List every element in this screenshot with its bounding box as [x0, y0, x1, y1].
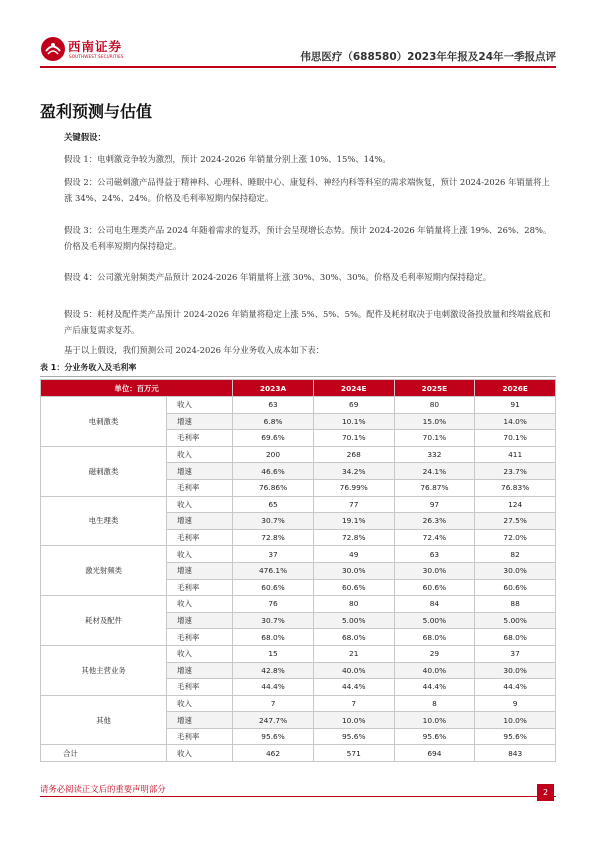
category-cell: 电生理类 — [41, 496, 167, 546]
column-header: 2024E — [313, 380, 394, 397]
logo-emblem-icon — [40, 36, 66, 62]
value-cell: 30.7% — [233, 513, 314, 530]
value-cell: 72.8% — [313, 529, 394, 546]
value-cell: 7 — [313, 695, 394, 712]
value-cell: 29 — [394, 645, 475, 662]
metric-cell: 增速 — [167, 513, 233, 530]
value-cell: 23.7% — [475, 463, 556, 480]
value-cell: 44.4% — [394, 679, 475, 696]
value-cell: 68.0% — [233, 629, 314, 646]
table-row — [41, 546, 556, 563]
value-cell: 30.7% — [233, 612, 314, 629]
value-cell: 268 — [313, 446, 394, 463]
category-cell: 合计 — [41, 745, 167, 762]
value-cell: 80 — [313, 596, 394, 613]
value-cell: 10.0% — [475, 712, 556, 729]
value-cell: 68.0% — [313, 629, 394, 646]
footer-divider — [40, 796, 556, 797]
table-title: 表 1：分业务收入及毛利率 — [40, 363, 137, 372]
value-cell: 42.8% — [233, 662, 314, 679]
metric-cell: 收入 — [167, 645, 233, 662]
value-cell: 76 — [233, 596, 314, 613]
metric-cell: 毛利率 — [167, 728, 233, 745]
value-cell: 21 — [313, 645, 394, 662]
metric-cell: 毛利率 — [167, 579, 233, 596]
value-cell: 332 — [394, 446, 475, 463]
value-cell: 46.6% — [233, 463, 314, 480]
value-cell: 68.0% — [475, 629, 556, 646]
category-cell: 激光射频类 — [41, 546, 167, 596]
value-cell: 60.6% — [394, 579, 475, 596]
category-cell: 磁刺激类 — [41, 446, 167, 496]
value-cell: 7 — [233, 695, 314, 712]
value-cell: 80 — [394, 397, 475, 414]
metric-cell: 增速 — [167, 662, 233, 679]
metric-cell: 增速 — [167, 463, 233, 480]
category-cell: 电刺激类 — [41, 397, 167, 447]
revenue-margin-table — [40, 379, 556, 762]
metric-cell: 收入 — [167, 446, 233, 463]
table-row — [41, 596, 556, 613]
value-cell: 70.1% — [394, 430, 475, 447]
value-cell: 76.86% — [233, 479, 314, 496]
value-cell: 60.6% — [475, 579, 556, 596]
value-cell: 8 — [394, 695, 475, 712]
value-cell: 15.0% — [394, 413, 475, 430]
metric-cell: 毛利率 — [167, 679, 233, 696]
value-cell: 76.87% — [394, 479, 475, 496]
value-cell: 19.1% — [313, 513, 394, 530]
value-cell: 72.0% — [475, 529, 556, 546]
value-cell: 30.0% — [475, 662, 556, 679]
table-title-divider — [40, 376, 556, 377]
assumption-1: 假设 1：电刺激竞争较为激烈，预计 2024-2026 年销量分别上涨 10%、15%、14%。 — [64, 154, 391, 164]
value-cell: 6.8% — [233, 413, 314, 430]
value-cell: 88 — [475, 596, 556, 613]
value-cell: 44.4% — [233, 679, 314, 696]
logo-english-name: SOUTHWEST SECURITIES — [69, 54, 124, 59]
value-cell: 30.0% — [475, 562, 556, 579]
value-cell: 200 — [233, 446, 314, 463]
page-number: 2 — [537, 784, 554, 801]
metric-cell: 增速 — [167, 612, 233, 629]
value-cell: 37 — [475, 645, 556, 662]
value-cell: 9 — [475, 695, 556, 712]
header-divider — [40, 66, 556, 68]
company-logo — [40, 34, 150, 68]
value-cell: 97 — [394, 496, 475, 513]
metric-cell: 毛利率 — [167, 430, 233, 447]
value-cell: 95.6% — [394, 728, 475, 745]
metric-cell: 收入 — [167, 546, 233, 563]
report-title: 伟思医疗（688580）2023年年报及24年一季报点评 — [300, 51, 556, 63]
metric-cell: 毛利率 — [167, 629, 233, 646]
value-cell: 462 — [233, 745, 314, 762]
value-cell: 69 — [313, 397, 394, 414]
value-cell: 60.6% — [233, 579, 314, 596]
value-cell: 70.1% — [475, 430, 556, 447]
value-cell: 65 — [233, 496, 314, 513]
value-cell: 44.4% — [475, 679, 556, 696]
value-cell: 95.6% — [313, 728, 394, 745]
value-cell: 476.1% — [233, 562, 314, 579]
table-row — [41, 496, 556, 513]
metric-cell: 收入 — [167, 596, 233, 613]
metric-cell: 收入 — [167, 745, 233, 762]
value-cell: 40.0% — [394, 662, 475, 679]
metric-cell: 收入 — [167, 695, 233, 712]
table-row — [41, 645, 556, 662]
value-cell: 411 — [475, 446, 556, 463]
value-cell: 30.0% — [313, 562, 394, 579]
metric-cell: 毛利率 — [167, 529, 233, 546]
value-cell: 5.00% — [313, 612, 394, 629]
value-cell: 84 — [394, 596, 475, 613]
column-header: 2026E — [475, 380, 556, 397]
footer-notice: 请务必阅读正文后的重要声明部分 — [40, 784, 166, 794]
value-cell: 70.1% — [313, 430, 394, 447]
value-cell: 843 — [475, 745, 556, 762]
category-cell: 其他主营业务 — [41, 645, 167, 695]
category-cell: 耗材及配件 — [41, 596, 167, 646]
category-cell: 其他 — [41, 695, 167, 745]
assumption-3: 假设 3：公司电生理类产品 2024 年随着需求的复苏，预计会呈现增长态势。预计 2024-2026 年销量将上涨 19%、26%、28%。价格及毛利率短期内保持稳定。 — [64, 225, 552, 251]
total-row — [41, 745, 556, 762]
metric-cell: 增速 — [167, 712, 233, 729]
value-cell: 26.3% — [394, 513, 475, 530]
logo-chinese-name: 西南证券 — [68, 39, 123, 54]
value-cell: 72.8% — [233, 529, 314, 546]
metric-cell: 增速 — [167, 413, 233, 430]
assumption-2: 假设 2：公司磁刺激产品得益于精神科、心理科、睡眠中心、康复科、神经内科等科室的需求端恢复，预计 2024-2026 年销量将上涨 34%、24%、24%。价格及毛利率短期内保持稳定。 — [64, 177, 550, 203]
value-cell: 63 — [394, 546, 475, 563]
column-header: 2023A — [233, 380, 314, 397]
value-cell: 40.0% — [313, 662, 394, 679]
value-cell: 77 — [313, 496, 394, 513]
value-cell: 15 — [233, 645, 314, 662]
value-cell: 82 — [475, 546, 556, 563]
assumption-5: 假设 5：耗材及配件类产品预计 2024-2026 年销量将稳定上涨 5%、5%、5%。配件及耗材取决于电刺激设备投放量和终端盆底和产后康复需求复苏。 — [64, 309, 551, 335]
metric-cell: 增速 — [167, 562, 233, 579]
table-row — [41, 446, 556, 463]
value-cell: 571 — [313, 745, 394, 762]
value-cell: 5.00% — [394, 612, 475, 629]
value-cell: 10.0% — [394, 712, 475, 729]
table-body — [41, 397, 556, 762]
metric-cell: 毛利率 — [167, 479, 233, 496]
value-cell: 10.0% — [313, 712, 394, 729]
section-title: 盈利预测与估值 — [40, 102, 153, 121]
value-cell: 95.6% — [233, 728, 314, 745]
value-cell: 76.99% — [313, 479, 394, 496]
value-cell: 14.0% — [475, 413, 556, 430]
value-cell: 72.4% — [394, 529, 475, 546]
value-cell: 37 — [233, 546, 314, 563]
table-row — [41, 695, 556, 712]
value-cell: 63 — [233, 397, 314, 414]
value-cell: 91 — [475, 397, 556, 414]
value-cell: 95.6% — [475, 728, 556, 745]
value-cell: 68.0% — [394, 629, 475, 646]
table-row — [41, 397, 556, 414]
value-cell: 247.7% — [233, 712, 314, 729]
table-header-row — [41, 380, 556, 397]
column-header: 2025E — [394, 380, 475, 397]
value-cell: 60.6% — [313, 579, 394, 596]
value-cell: 27.5% — [475, 513, 556, 530]
value-cell: 10.1% — [313, 413, 394, 430]
value-cell: 30.0% — [394, 562, 475, 579]
value-cell: 124 — [475, 496, 556, 513]
value-cell: 694 — [394, 745, 475, 762]
value-cell: 5.00% — [475, 612, 556, 629]
value-cell: 76.83% — [475, 479, 556, 496]
value-cell: 34.2% — [313, 463, 394, 480]
value-cell: 24.1% — [394, 463, 475, 480]
unit-label: 单位：百万元 — [41, 380, 233, 397]
value-cell: 69.6% — [233, 430, 314, 447]
value-cell: 44.4% — [313, 679, 394, 696]
forecast-intro: 基于以上假设，我们预测公司 2024-2026 年分业务收入成本如下表： — [64, 345, 325, 355]
value-cell: 49 — [313, 546, 394, 563]
assumption-4: 假设 4：公司激光射频类产品预计 2024-2026 年销量将上涨 30%、30%、30%。价格及毛利率短期内保持稳定。 — [64, 272, 492, 282]
metric-cell: 收入 — [167, 397, 233, 414]
assumptions-heading: 关键假设： — [64, 132, 106, 142]
metric-cell: 收入 — [167, 496, 233, 513]
